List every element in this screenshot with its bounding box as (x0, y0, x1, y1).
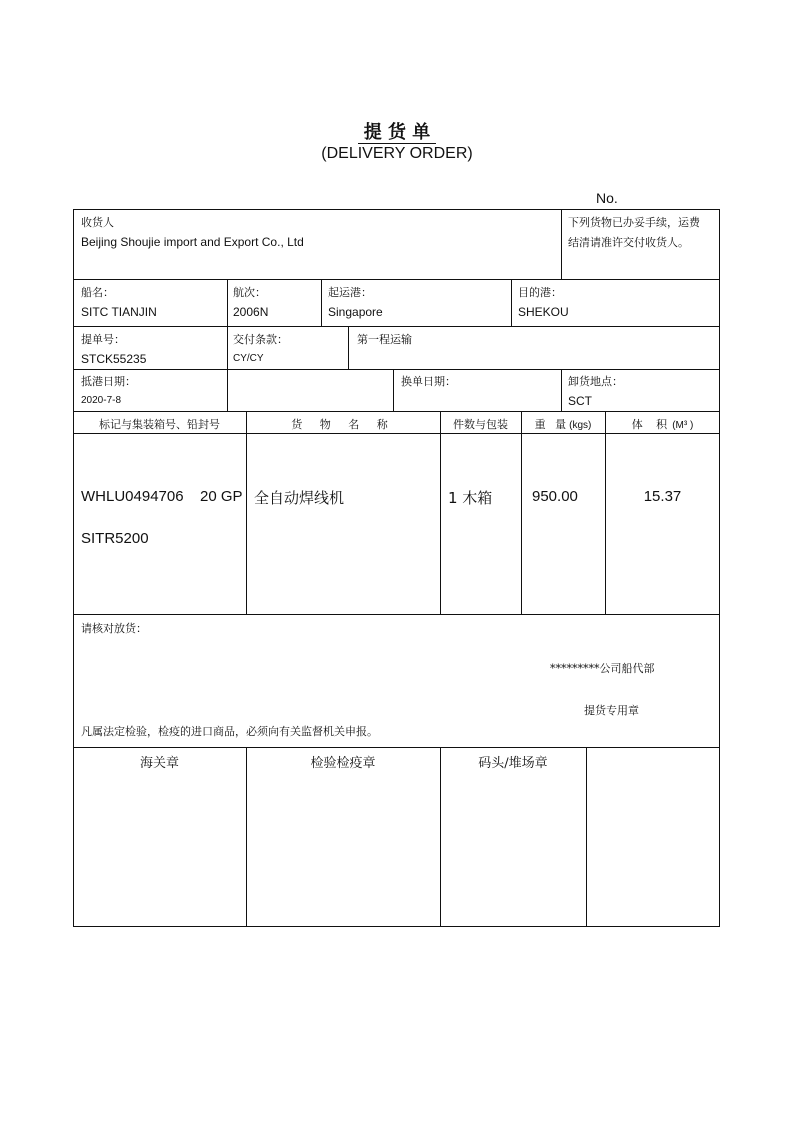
col-divider (227, 279, 228, 326)
number-label: No. (596, 190, 618, 206)
col-divider (440, 411, 441, 614)
marks-header: 标记与集装箱号、铅封号 (99, 418, 220, 431)
bl-number-value: STCK55235 (81, 352, 147, 366)
row-divider (73, 433, 720, 434)
goods-header: 货 物 名 称 (291, 418, 395, 431)
port-of-discharge-label: 目的港： (518, 286, 562, 299)
document-title-en: (DELIVERY ORDER) (321, 145, 473, 162)
consignee-label: 收货人 (81, 216, 114, 229)
voyage-value: 2006N (233, 305, 269, 319)
row-divider (73, 747, 720, 748)
arrival-date-value: 2020-7-8 (81, 395, 122, 406)
customs-stamp-header: 海关章 (139, 756, 179, 771)
discharge-place-value: SCT (568, 394, 592, 408)
package-count: 1 木箱 (448, 489, 493, 507)
ship-name-value: SITC TIANJIN (81, 305, 157, 319)
volume-value: 15.37 (643, 488, 682, 505)
col-divider (246, 411, 247, 614)
col-divider (227, 369, 228, 411)
seal-number: SITR5200 (81, 530, 149, 547)
goods-description: 全自动焊线机 (254, 489, 345, 507)
col-divider (586, 747, 587, 927)
delivery-stamp-label: 提货专用章 (584, 704, 639, 717)
delivery-terms-value: CY/CY (233, 353, 264, 364)
bl-number-label: 提单号： (81, 333, 125, 346)
discharge-place-label: 卸货地点： (568, 375, 623, 388)
weight-header: 重 量(kgs) (534, 418, 592, 431)
release-note-line2: 结清请准许交付收货人。 (568, 236, 689, 249)
voyage-label: 航次： (233, 286, 266, 299)
col-divider (561, 209, 562, 279)
col-divider (321, 279, 322, 326)
row-divider (73, 411, 720, 412)
row-divider (73, 326, 720, 327)
delivery-order-table (73, 209, 720, 927)
release-note-line1: 下列货物已办妥手续，运费 (568, 216, 700, 229)
inspection-stamp-header: 检验检疫章 (310, 756, 376, 771)
shipping-agent-name: *********公司船代部 (550, 662, 655, 675)
inspection-notice: 凡属法定检验，检疫的进口商品，必须向有关监督机关申报。 (81, 725, 378, 738)
col-divider (440, 747, 441, 927)
col-divider (561, 369, 562, 411)
col-divider (521, 411, 522, 614)
col-divider (511, 279, 512, 326)
col-divider (348, 326, 349, 369)
terminal-stamp-header: 码头/堆场章 (478, 756, 548, 771)
col-divider (227, 326, 228, 369)
row-divider (73, 614, 720, 615)
ship-name-label: 船名： (81, 286, 114, 299)
arrival-date-label: 抵港日期： (81, 375, 136, 388)
document-title-cn: 提 货 单 (0, 118, 794, 144)
container-size: 20 GP (200, 488, 243, 505)
release-check-label: 请核对放货： (81, 622, 147, 635)
port-of-discharge-value: SHEKOU (518, 305, 569, 319)
packages-header: 件数与包装 (453, 418, 508, 431)
row-divider (73, 369, 720, 370)
row-divider (73, 279, 720, 280)
delivery-terms-label: 交付条款： (233, 333, 288, 346)
container-number: WHLU0494706 (81, 488, 184, 505)
col-divider (605, 411, 606, 614)
col-divider (246, 747, 247, 927)
volume-header: 体 积(M³ ) (631, 418, 694, 431)
port-of-loading-label: 起运港： (328, 286, 372, 299)
pre-carriage-label: 第一程运输 (357, 333, 412, 346)
exchange-date-label: 换单日期： (401, 375, 456, 388)
port-of-loading-value: Singapore (328, 305, 383, 319)
consignee-value: Beijing Shoujie import and Export Co., Ltd (81, 235, 304, 249)
col-divider (393, 369, 394, 411)
gross-weight: 950.00 (532, 488, 578, 505)
